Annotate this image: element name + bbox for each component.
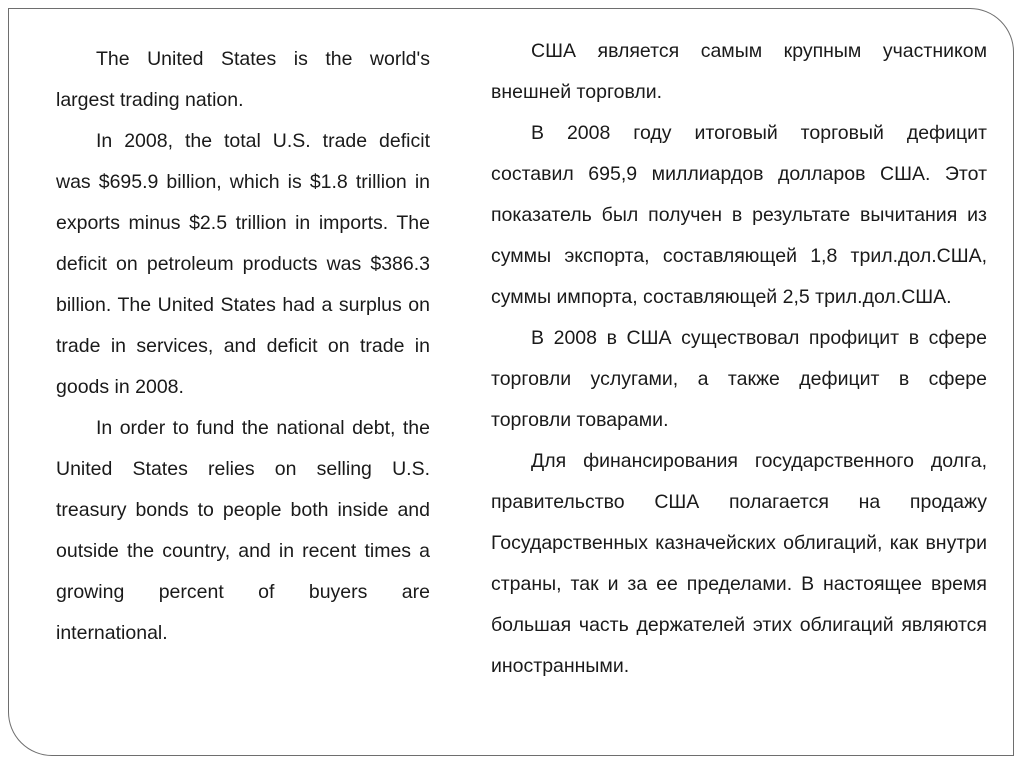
russian-text-column	[491, 31, 987, 687]
english-paragraph: The United States is the world's largest trading nation.	[56, 48, 430, 111]
russian-paragraph: Для финансирования государственного долга, правительство США полагается на продажу Государственных казначейских облигаций, как внутри страны, так и за ее пределами. В настоящее время большая часть держателей этих облигаций являются иностранными.	[491, 450, 987, 677]
slide-frame	[8, 8, 1014, 756]
english-text-column	[56, 39, 430, 654]
russian-paragraph: В 2008 году итоговый торговый дефицит составил 695,9 миллиардов долларов США. Этот показатель был получен в результате вычитания из суммы экспорта, составляющей 1,8 трил.дол.США, суммы импорта, составляющей 2,5 трил.дол.США.	[491, 122, 987, 308]
english-paragraph: In 2008, the total U.S. trade deficit was $695.9 billion, which is $1.8 trillion in exports minus $2.5 trillion in imports. The deficit on petroleum products was $386.3 billion. The United States had a surplus on trade in services, and deficit on trade in goods in 2008.	[56, 130, 430, 398]
russian-paragraph: США является самым крупным участником внешней торговли.	[491, 40, 987, 103]
english-paragraph: In order to fund the national debt, the United States relies on selling U.S. treasury bonds to people both inside and outside the country, and in recent times a growing percent of buyers are international.	[56, 417, 430, 644]
russian-paragraph: В 2008 в США существовал профицит в сфере торговли услугами, а также дефицит в сфере торговли товарами.	[491, 327, 987, 431]
